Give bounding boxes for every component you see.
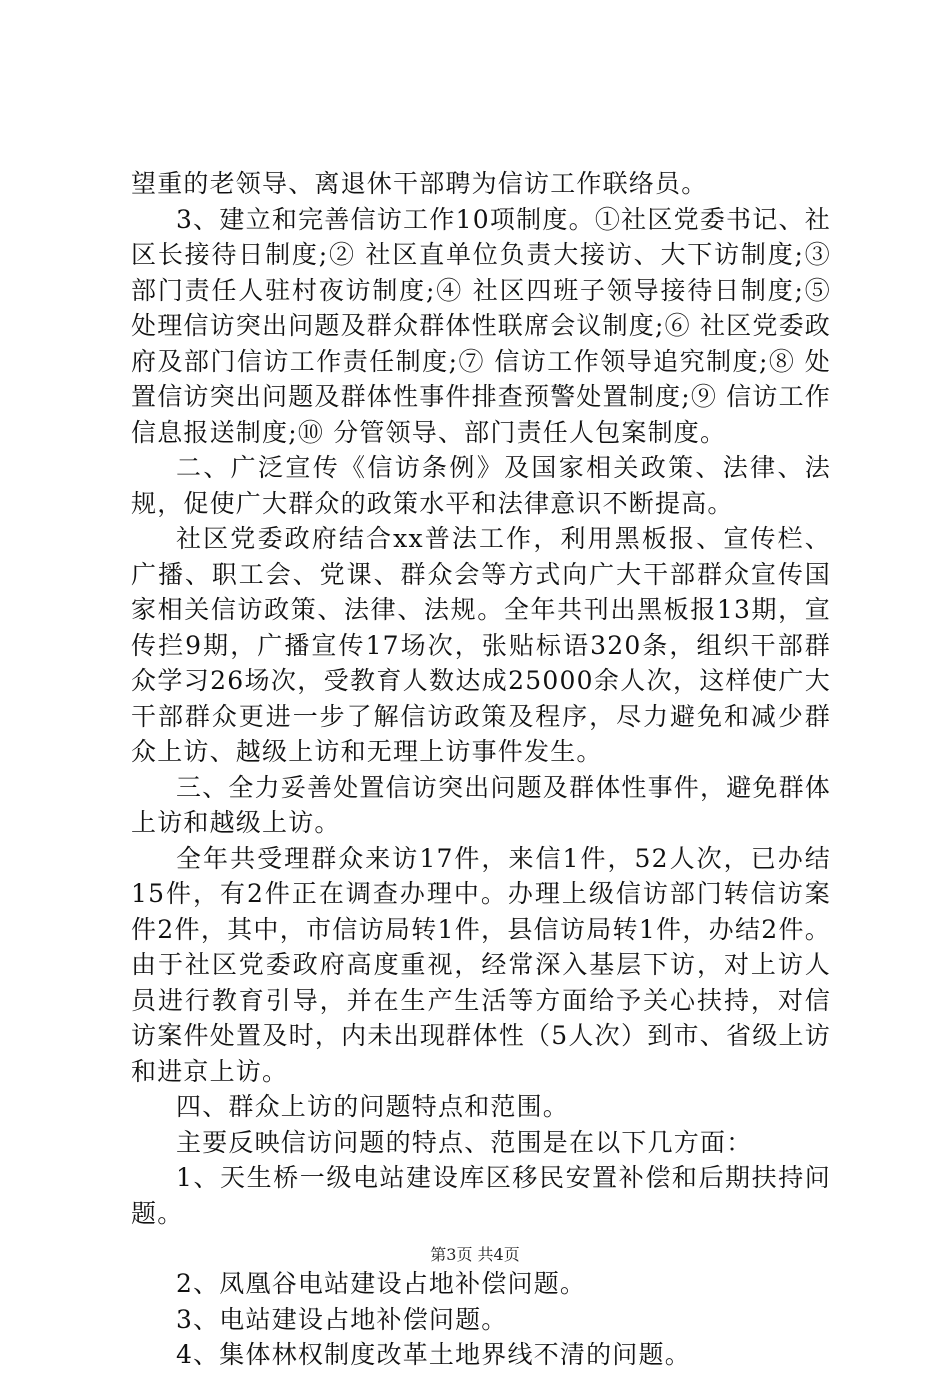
paragraph-publicity: 社区党委政府结合xx普法工作，利用黑板报、宣传栏、广播、职工会、党课、群众会等方式向广大干部群众宣传国家相关信访政策、法律、法规。全年共刊出黑板报13期，宣传拦9期，广播宣传17场次，张贴标语320条，组织干部群众学习26场次，受教育人数达成25000余人次，这样使广大干部群众更进一步了解信访政策及程序，尽力避免和减少群众上访、越级上访和无理上访事件发生。 xyxy=(131,524,831,766)
list-item-2: 2、凤凰谷电站建设占地补偿问题。 xyxy=(176,1269,587,1298)
paragraph-continuation: 望重的老领导、离退休干部聘为信访工作联络员。 xyxy=(131,169,708,198)
section-heading-publicity: 二、广泛宣传《信访条例》及国家相关政策、法律、法规，促使广大群众的政策水平和法律意识不断提高。 xyxy=(131,453,831,518)
paragraph-ten-systems: 3、建立和完善信访工作10项制度。①社区党委书记、社区长接待日制度;② 社区直单位负责大接访、大下访制度;③ 部门责任人驻村夜访制度;④ 社区四班子领导接待日制度;⑤ 处理信访突出问题及群众群体性联席会议制度;⑥ 社区党委政府及部门信访工作责任制度;⑦ 信访工作领导追究制度;⑧ 处置信访突出问题及群体性事件排查预警处置制度;⑨ 信访工作信息报送制度;⑩ 分管领导、部门责任人包案制度。 xyxy=(131,204,831,447)
section-heading-handling: 三、全力妥善处置信访突出问题及群体性事件，避免群体上访和越级上访。 xyxy=(131,772,832,837)
section-heading-characteristics: 四、群众上访的问题特点和范围。 xyxy=(176,1092,570,1121)
document-body xyxy=(131,166,831,1373)
page-number: 第3页 共4页 xyxy=(430,1245,520,1264)
list-item-4: 4、集体林权制度改革土地界线不清的问题。 xyxy=(176,1340,691,1369)
list-item-1: 1、天生桥一级电站建设库区移民安置补偿和后期扶持问题。 xyxy=(131,1163,831,1228)
list-item-3: 3、电站建设占地补偿问题。 xyxy=(176,1304,508,1334)
paragraph-characteristics-intro: 主要反映信访问题的特点、范围是在以下几方面： xyxy=(176,1127,753,1157)
paragraph-handling: 全年共受理群众来访17件，来信1件，52人次，已办结15件，有2件正在调查办理中。办理上级信访部门转信访案件2件，其中，市信访局转1件，县信访局转1件，办结2件。由于社区党委政府高度重视，经常深入基层下访，对上访人员进行教育引导，并在生产生活等方面给予关心扶持，对信访案件处置及时，内未出现群体性（5人次）到市、省级上访和进京上访。 xyxy=(131,843,831,1086)
